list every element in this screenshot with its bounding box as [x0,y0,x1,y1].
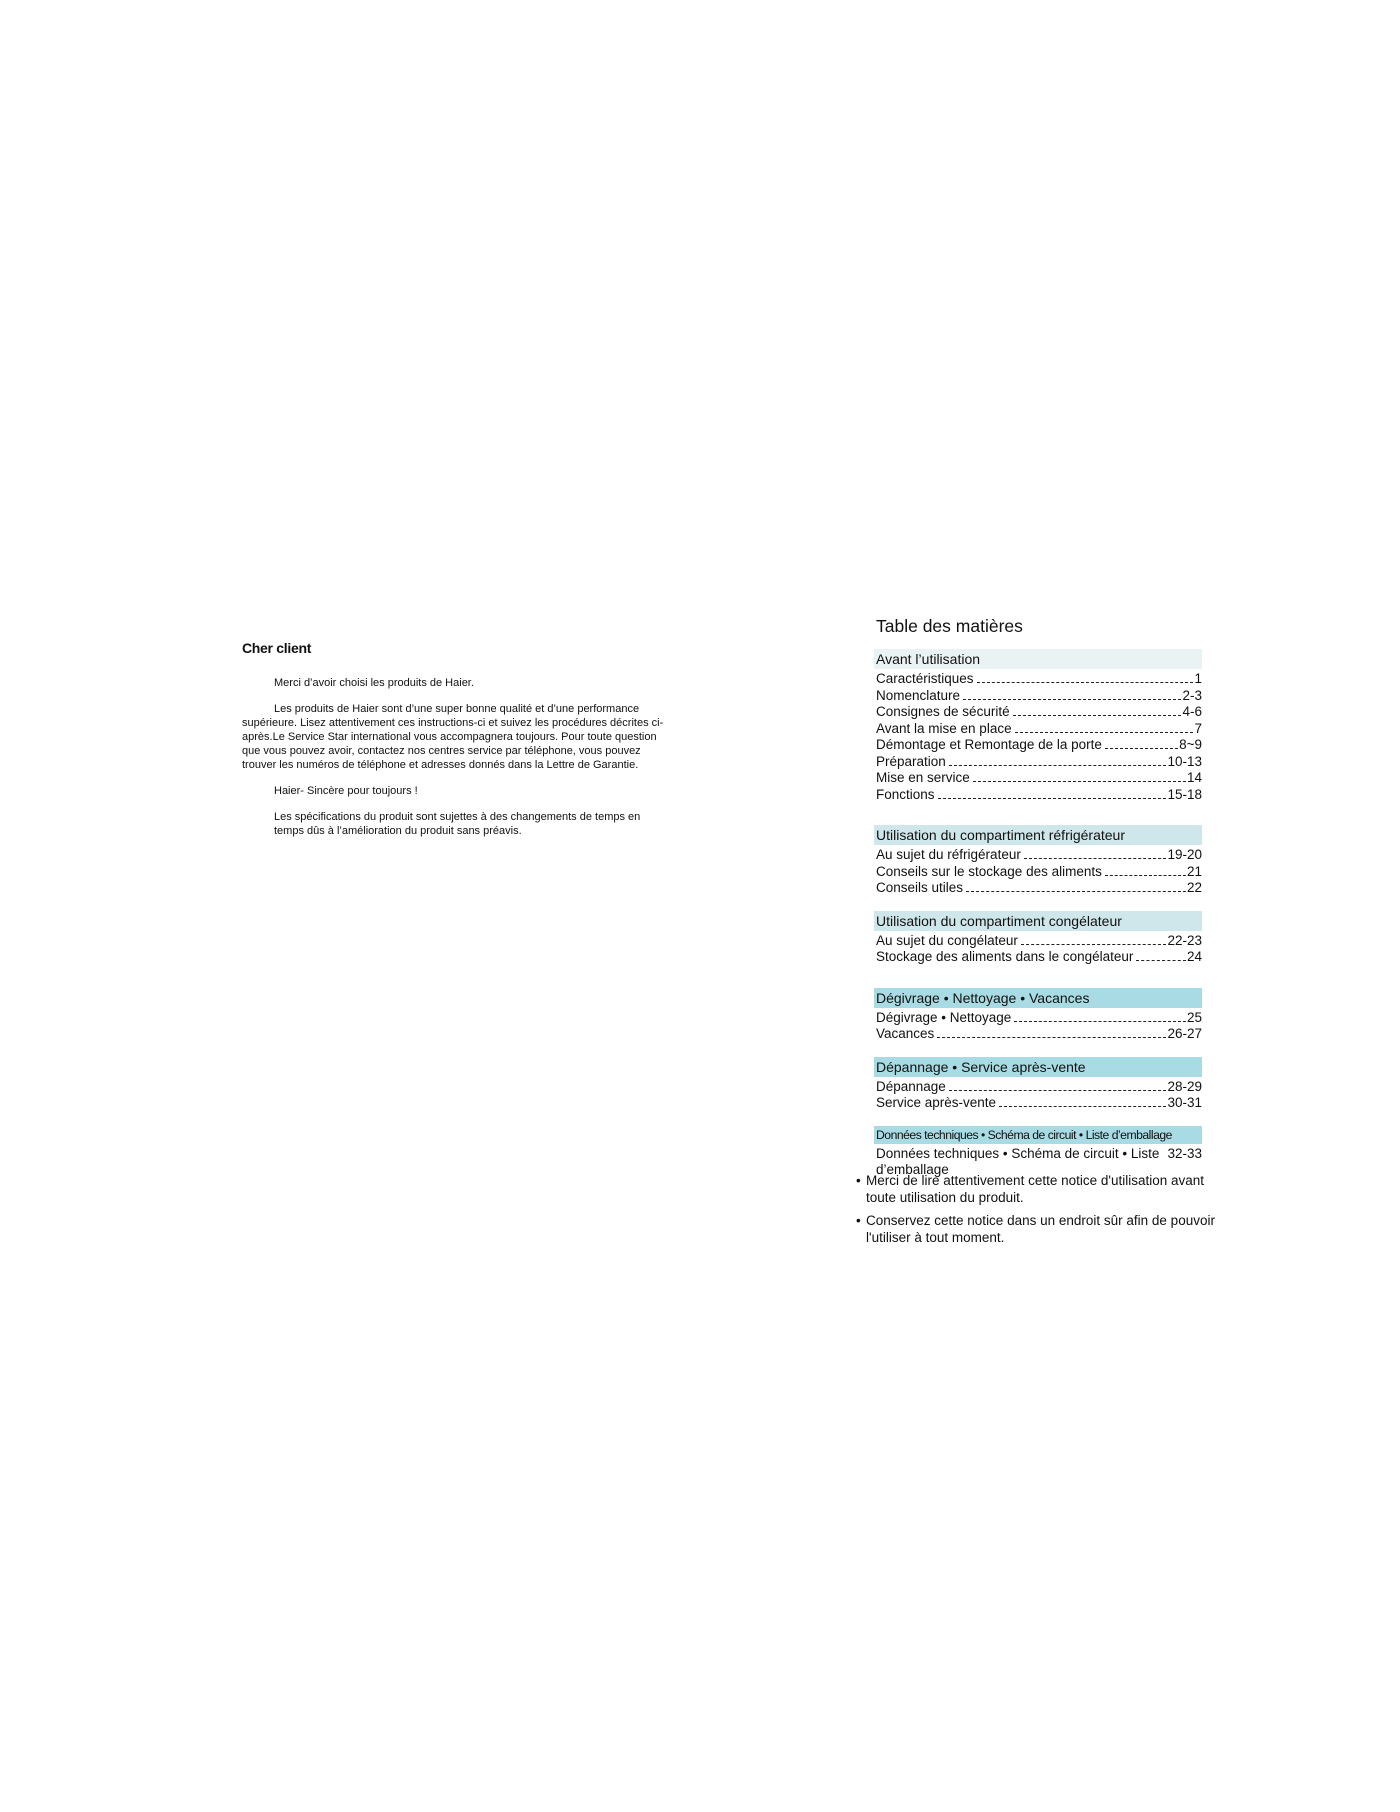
note-item: • Merci de lire attentivement cette notice d'utilisation avant toute utilisation du produit. [856,1173,1205,1205]
letter-title: Cher client [242,640,312,656]
toc-entry[interactable]: Au sujet du congélateur 22-23 [876,932,1202,948]
toc-entry[interactable]: Service après-vente 30-31 [876,1095,1202,1110]
toc-section-heading: Dépannage • Service après-vente [874,1057,1202,1077]
toc-section-heading: Données techniques • Schéma de circuit • Liste d’emballage [874,1126,1202,1144]
toc-entry[interactable]: Vacances 26-27 [876,1026,1202,1041]
toc-title: Table des matières [876,616,1023,636]
toc-entry[interactable]: Au sujet du réfrigérateur 19-20 [876,847,1202,862]
toc-section-depannage [874,1057,1202,1112]
toc-entry[interactable]: Démontage et Remontage de la porte 8~9 [876,737,1202,752]
toc-section-refrigerateur [874,825,1202,897]
toc-entry[interactable]: Conseils utiles 22 [876,880,1202,895]
toc-section-heading: Avant l’utilisation [874,649,1202,669]
toc-entry[interactable]: Mise en service 14 [876,770,1202,785]
bullet-icon: • [856,1173,861,1188]
letter-paragraph-4: Les spécifications du produit sont sujettes à des changements de temps en temps dûs à l’amélioration du produit sans préavis. [274,811,641,837]
toc-entry[interactable]: Consignes de sécurité 4-6 [876,704,1202,719]
toc-entry[interactable]: Stockage des aliments dans le congélateur 24 [876,949,1202,964]
toc-entry[interactable]: Données techniques • Schéma de circuit • Liste d’emballage 32-33 [876,1145,1202,1177]
notice-remarks [856,1172,1216,1252]
toc-entry[interactable]: Dégivrage • Nettoyage 25 [876,1009,1202,1025]
toc-entry[interactable]: Avant la mise en place 7 [876,720,1202,736]
toc-section-congelateur [874,911,1202,966]
table-of-contents [874,616,1202,1189]
toc-section-heading: Utilisation du compartiment réfrigérateur [874,825,1202,845]
toc-section-heading: Dégivrage • Nettoyage • Vacances [874,988,1202,1008]
toc-entry[interactable]: Caractéristiques 1 [876,671,1202,686]
bullet-icon: • [856,1213,861,1228]
letter-paragraph-1: Merci d’avoir choisi les produits de Haier. [274,677,474,689]
toc-entry[interactable]: Nomenclature 2-3 [876,687,1202,703]
toc-section-avant [874,649,1202,803]
letter-paragraph-2: Les produits de Haier sont d’une super bonne qualité et d’une performance supérieure. Lisez attentivement ces instructions-ci et suivez les procédures décrites ci-après.Le Service Star international vous accompagnera toujours. Pour toute question que vous pouvez avoir, contactez nos centres service par téléphone, vous pouvez trouver les numéros de téléphone et adresses donnés dans la Lettre de Garantie. [242,703,664,771]
letter-paragraph-3: Haier- Sincère pour toujours ! [274,785,418,797]
toc-section-degivrage [874,988,1202,1043]
toc-entry[interactable]: Préparation 10-13 [876,753,1202,769]
toc-section-donnees [874,1126,1202,1179]
toc-section-heading: Utilisation du compartiment congélateur [874,911,1202,931]
toc-entry[interactable]: Conseils sur le stockage des aliments 21 [876,863,1202,879]
toc-entry[interactable]: Dépannage 28-29 [876,1078,1202,1094]
note-item: • Conservez cette notice dans un endroit sûr afin de pouvoir l'utiliser à tout moment. [856,1213,1215,1245]
letter [242,640,672,850]
toc-entry[interactable]: Fonctions 15-18 [876,786,1202,802]
